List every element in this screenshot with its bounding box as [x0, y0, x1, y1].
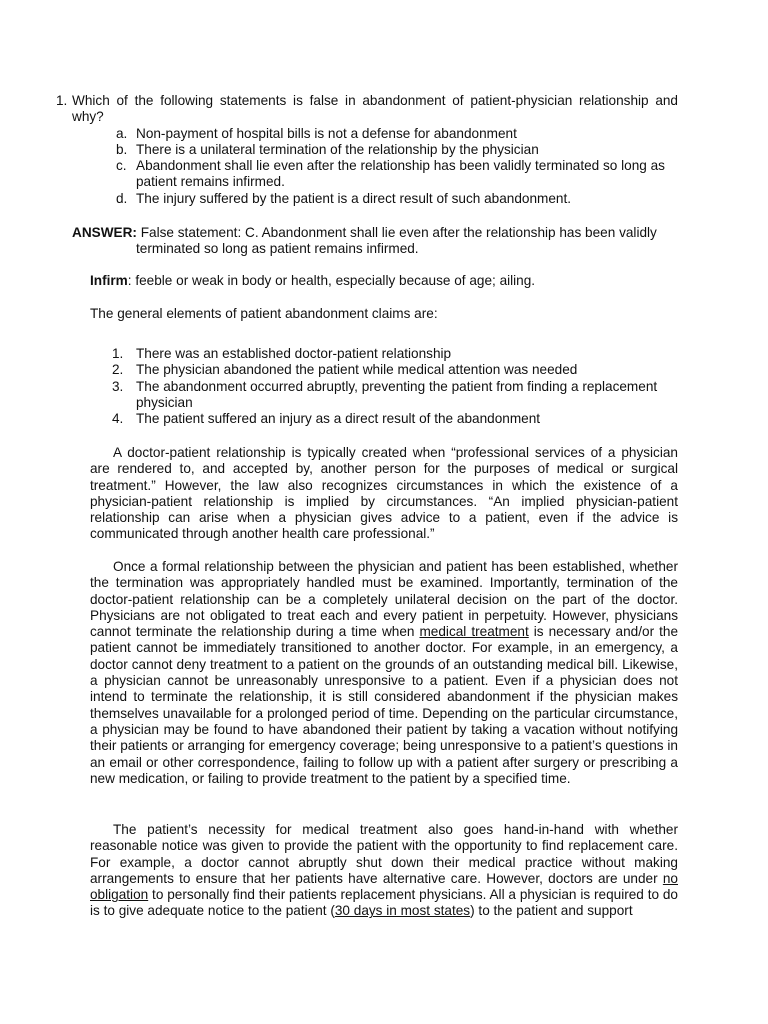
thirty-days-link[interactable]: 30 days in most states — [334, 903, 471, 919]
list-item — [112, 346, 678, 362]
elements-intro: The general elements of patient abandonment claims are: — [90, 306, 438, 321]
option-text: There is a unilateral termination of the relationship by the physician — [136, 141, 539, 157]
option-b — [116, 142, 678, 158]
paragraph-termination — [90, 559, 678, 787]
option-text: Abandonment shall lie even after the relationship has been validly terminated so long as patient remains infirmed. — [136, 158, 665, 190]
answer-block — [72, 225, 678, 258]
list-item — [112, 362, 678, 378]
answer-text: False statement: C. Abandonment shall lie even after the relationship has been validly — [140, 225, 657, 240]
paragraph-relationship: A doctor-patient relationship is typically created when “professional services of a physician are rendered to, and accepted by, another person for the purposes of medical or surgical treatment.” However, the law also recognizes circumstances in which the existence of a physician-patient relationship is implied by circumstances. “An implied physician-patient relationship can arise when a physician gives advice to a patient, even if the advice is communicated through another health care professional.” — [90, 445, 678, 542]
item-number: 2. — [112, 362, 124, 378]
item-number: 3. — [112, 378, 124, 394]
option-c — [116, 158, 678, 191]
paragraph-notice — [90, 822, 678, 920]
list-item — [112, 411, 678, 427]
answer-options — [116, 126, 678, 207]
question-text: Which of the following statements is false in abandonment of patient-physician relationship and why? — [72, 93, 678, 125]
item-text: There was an established doctor-patient relationship — [136, 346, 452, 361]
question-number: 1. — [56, 93, 68, 108]
paragraph-text: is necessary and/or the patient cannot be immediately transitioned to another doctor. For example, in an emergency, a doctor cannot deny treatment to a patient on the grounds of an outstanding medical bill. Likewise, a physician cannot be unreasonably unresponsive to a patient. Even if a physician does not intend to terminate the relationship, it is still considered abandonment if the physician makes themselves unavailable for a prolonged period of time. Depending on the particular circumstance, a physician may be found to have abandoned their patient by taking a vacation without notifying their patients or arranging for emergency coverage; being unresponsive to a patient’s questions in an email or other correspondence, failing to follow up with a patient after surgery or prescribing a new medication, or failing to provide treatment to the patient by a specified time. — [90, 624, 679, 786]
paragraph-text: Once a formal relationship between the physician and patient has been established, whether the termination was appropriately handled must be examined. Importantly, termination of the doctor-patient relationship can be a completely unilateral decision on the part of the doctor. Physicians are not obligated to treat each and every patient in perpetuity. However, physicians cannot terminate the relationship during a time when — [90, 559, 678, 640]
paragraph-text: The patient’s necessity for medical treatment also goes hand-in-hand with whether reasonable notice was given to provide the patient with the opportunity to find replacement care. For example, a doctor cannot abruptly shut down their medical practice without making arrangements to ensure that her patients have alternative care. However, doctors are under — [90, 822, 678, 886]
answer-text-continued: terminated so long as patient remains infirmed. — [136, 241, 419, 257]
definition — [90, 273, 678, 289]
item-number: 4. — [112, 411, 124, 427]
option-letter: c. — [116, 158, 127, 174]
item-text: The patient suffered an injury as a direct result of the abandonment — [136, 411, 541, 427]
option-a — [116, 126, 678, 142]
no-obligation-link[interactable]: no obligation — [90, 870, 678, 903]
question-block — [56, 93, 678, 207]
paragraph-text: to personally find their patients replacement physicians. All a physician is required to do is to give adequate notice to the patient ( — [90, 887, 678, 919]
option-text: Non-payment of hospital bills is not a defense for abandonment — [136, 125, 517, 141]
option-d — [116, 191, 678, 207]
item-text: The abandonment occurred abruptly, preventing the patient from finding a replacement physician — [136, 378, 658, 410]
definition-term: Infirm — [90, 273, 128, 288]
option-letter: d. — [116, 190, 128, 206]
item-text: The physician abandoned the patient while medical attention was needed — [136, 362, 578, 378]
medical-treatment-link[interactable]: medical treatment — [419, 624, 529, 640]
option-text: The injury suffered by the patient is a direct result of such abandonment. — [136, 190, 571, 206]
item-number: 1. — [112, 346, 124, 361]
answer-label: ANSWER: — [72, 225, 137, 240]
option-letter: a. — [116, 125, 128, 141]
paragraph-text: ) to the patient and support — [470, 903, 633, 919]
list-item — [112, 379, 678, 412]
option-letter: b. — [116, 141, 128, 157]
definition-text: : feeble or weak in body or health, especially because of age; ailing. — [127, 273, 536, 288]
elements-list — [112, 346, 678, 427]
